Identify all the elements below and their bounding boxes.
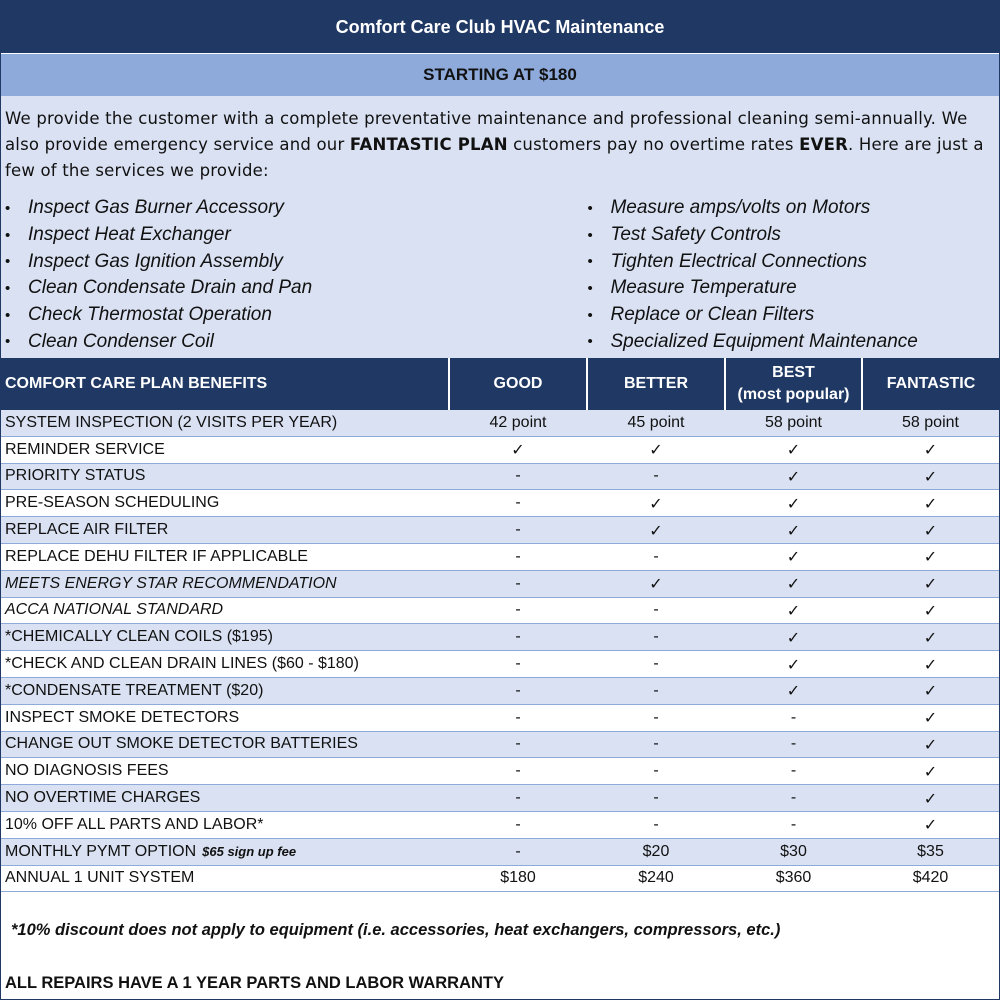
intro-text-2: customers pay no overtime rates (507, 135, 800, 154)
better-plan-cell: - (587, 543, 725, 570)
service-item-right (587, 328, 995, 355)
table-row (1, 758, 999, 785)
benefit-label: *CONDENSATE TREATMENT ($20) (5, 681, 264, 699)
good-plan-cell: - (449, 704, 587, 731)
benefit-label: MEETS ENERGY STAR RECOMMENDATION (5, 574, 337, 592)
benefit-label: 10% OFF ALL PARTS AND LABOR* (5, 815, 264, 833)
benefit-label: PRIORITY STATUS (5, 467, 146, 485)
table-row (1, 517, 999, 544)
fantastic-plan-cell: ✓ (862, 543, 999, 570)
benefit-label: ANNUAL 1 UNIT SYSTEM (5, 869, 195, 887)
service-item-left (5, 222, 587, 249)
benefit-cell (1, 758, 449, 785)
service-item-right (587, 302, 995, 329)
service-label: Measure Temperature (610, 277, 797, 299)
fantastic-plan-cell: ✓ (862, 677, 999, 704)
services-list (5, 195, 995, 355)
service-label: Test Safety Controls (610, 224, 781, 246)
better-plan-cell: - (587, 704, 725, 731)
fantastic-plan-cell: ✓ (862, 704, 999, 731)
table-row (1, 543, 999, 570)
bullet-icon: • (5, 199, 11, 217)
bullet-icon: • (5, 279, 11, 297)
benefit-cell (1, 865, 449, 892)
table-header-row (1, 358, 999, 410)
benefit-label: PRE-SEASON SCHEDULING (5, 494, 220, 512)
best-plan-cell: ✓ (725, 624, 862, 651)
good-plan-cell: - (449, 490, 587, 517)
fantastic-plan-cell: ✓ (862, 758, 999, 785)
fantastic-plan-emphasis: FANTASTIC PLAN (349, 135, 508, 154)
good-plan-cell: 42 point (449, 410, 587, 436)
good-column-header: GOOD (449, 358, 587, 410)
bullet-icon: • (5, 226, 11, 244)
better-plan-cell: ✓ (587, 490, 725, 517)
good-plan-cell: ✓ (449, 436, 587, 463)
fantastic-plan-cell: ✓ (862, 624, 999, 651)
plan-comparison-table (1, 358, 999, 892)
table-row (1, 731, 999, 758)
good-plan-cell: - (449, 517, 587, 544)
table-row (1, 865, 999, 892)
table-row (1, 624, 999, 651)
fantastic-plan-cell: $35 (862, 838, 999, 865)
good-plan-cell: - (449, 758, 587, 785)
table-row (1, 677, 999, 704)
most-popular-note: (most popular) (737, 386, 850, 403)
benefit-cell (1, 490, 449, 517)
best-plan-cell: ✓ (725, 651, 862, 678)
table-row (1, 597, 999, 624)
benefit-cell (1, 436, 449, 463)
fantastic-column-header: FANTASTIC (862, 358, 999, 410)
better-plan-cell: 45 point (587, 410, 725, 436)
best-plan-cell: ✓ (725, 517, 862, 544)
service-item-left (5, 248, 587, 275)
fantastic-plan-cell: ✓ (862, 785, 999, 812)
benefit-label: NO DIAGNOSIS FEES (5, 762, 169, 780)
better-plan-cell: ✓ (587, 570, 725, 597)
benefit-cell (1, 731, 449, 758)
benefit-label: REPLACE DEHU FILTER IF APPLICABLE (5, 547, 308, 565)
benefits-column-header: COMFORT CARE PLAN BENEFITS (1, 358, 449, 410)
benefit-cell (1, 651, 449, 678)
better-plan-cell: $20 (587, 838, 725, 865)
good-plan-cell: - (449, 570, 587, 597)
table-row (1, 651, 999, 678)
better-plan-cell: - (587, 677, 725, 704)
good-plan-cell: $180 (449, 865, 587, 892)
best-label: BEST (772, 364, 815, 381)
best-plan-cell: ✓ (725, 677, 862, 704)
table-row (1, 704, 999, 731)
fantastic-plan-cell: ✓ (862, 651, 999, 678)
best-column-header (725, 358, 862, 410)
benefit-cell (1, 463, 449, 490)
good-plan-cell: - (449, 543, 587, 570)
better-plan-cell: - (587, 785, 725, 812)
bullet-icon: • (5, 253, 11, 271)
good-plan-cell: - (449, 785, 587, 812)
service-label: Specialized Equipment Maintenance (610, 330, 918, 352)
fantastic-plan-cell: ✓ (862, 811, 999, 838)
services-column-left (5, 195, 587, 355)
sign-up-fee-note: $65 sign up fee (202, 843, 297, 859)
service-label: Measure amps/volts on Motors (610, 197, 871, 219)
benefit-cell (1, 704, 449, 731)
table-row (1, 785, 999, 812)
best-plan-cell: ✓ (725, 543, 862, 570)
bullet-icon: • (5, 333, 11, 351)
good-plan-cell: - (449, 838, 587, 865)
intro-text-1: We provide the customer with a complete preventative maintenance and professional cleaning semi-annually. We also provide emergency service and our (5, 109, 968, 154)
best-plan-cell: ✓ (725, 570, 862, 597)
best-plan-cell: $360 (725, 865, 862, 892)
bullet-icon: • (587, 253, 593, 271)
benefit-cell (1, 624, 449, 651)
service-item-right (587, 222, 995, 249)
fantastic-plan-cell: ✓ (862, 463, 999, 490)
benefit-label: ACCA NATIONAL STANDARD (5, 601, 224, 619)
benefit-cell (1, 597, 449, 624)
good-plan-cell: - (449, 463, 587, 490)
best-plan-cell: - (725, 811, 862, 838)
better-plan-cell: - (587, 731, 725, 758)
service-item-left (5, 195, 587, 222)
fantastic-plan-cell: $420 (862, 865, 999, 892)
service-label: Inspect Gas Burner Accessory (28, 197, 284, 219)
best-plan-cell: ✓ (725, 597, 862, 624)
service-item-left (5, 275, 587, 302)
best-plan-cell: - (725, 731, 862, 758)
benefit-cell (1, 410, 449, 436)
service-label: Clean Condensate Drain and Pan (28, 277, 313, 299)
table-row (1, 463, 999, 490)
intro-section (1, 96, 999, 358)
benefit-label: SYSTEM INSPECTION (2 VISITS PER YEAR) (5, 413, 338, 431)
service-item-left (5, 302, 587, 329)
best-plan-cell: - (725, 704, 862, 731)
bullet-icon: • (587, 333, 593, 351)
better-plan-cell: - (587, 463, 725, 490)
starting-price-banner: STARTING AT $180 (1, 53, 999, 96)
service-label: Inspect Heat Exchanger (28, 224, 231, 246)
benefit-label: INSPECT SMOKE DETECTORS (5, 708, 240, 726)
fantastic-plan-cell: ✓ (862, 570, 999, 597)
bullet-icon: • (5, 306, 11, 324)
good-plan-cell: - (449, 597, 587, 624)
best-plan-cell: 58 point (725, 410, 862, 436)
better-plan-cell: - (587, 758, 725, 785)
better-plan-cell: - (587, 651, 725, 678)
best-plan-cell: ✓ (725, 490, 862, 517)
service-item-right (587, 248, 995, 275)
better-plan-cell: ✓ (587, 517, 725, 544)
table-row (1, 811, 999, 838)
benefit-label: REPLACE AIR FILTER (5, 521, 169, 539)
service-item-right (587, 275, 995, 302)
discount-footnote: *10% discount does not apply to equipment (i.e. accessories, heat exchangers, compressors, etc.) (11, 921, 781, 939)
better-plan-cell: - (587, 597, 725, 624)
best-plan-cell: ✓ (725, 463, 862, 490)
table-row (1, 838, 999, 865)
benefit-label: REMINDER SERVICE (5, 440, 165, 458)
warranty-note: ALL REPAIRS HAVE A 1 YEAR PARTS AND LABOR WARRANTY (5, 974, 505, 992)
benefit-cell (1, 677, 449, 704)
bullet-icon: • (587, 226, 593, 244)
benefit-label: CHANGE OUT SMOKE DETECTOR BATTERIES (5, 735, 358, 753)
service-item-right (587, 195, 995, 222)
service-label: Tighten Electrical Connections (610, 250, 867, 272)
benefit-label: NO OVERTIME CHARGES (5, 789, 201, 807)
best-plan-cell: ✓ (725, 436, 862, 463)
fantastic-plan-cell: ✓ (862, 731, 999, 758)
good-plan-cell: - (449, 811, 587, 838)
benefit-cell (1, 543, 449, 570)
benefit-label: *CHECK AND CLEAN DRAIN LINES ($60 - $180) (5, 655, 359, 673)
benefit-cell (1, 517, 449, 544)
bullet-icon: • (587, 199, 593, 217)
benefit-label: *CHEMICALLY CLEAN COILS ($195) (5, 628, 273, 646)
fantastic-plan-cell: ✓ (862, 597, 999, 624)
good-plan-cell: - (449, 677, 587, 704)
benefit-label: MONTHLY PYMT OPTION (5, 842, 197, 860)
better-plan-cell: - (587, 624, 725, 651)
good-plan-cell: - (449, 651, 587, 678)
better-plan-cell: - (587, 811, 725, 838)
service-label: Inspect Gas Ignition Assembly (28, 250, 283, 272)
intro-text-3: . Here are just a few of the services we provide: (5, 135, 984, 180)
table-body (1, 410, 999, 892)
table-row (1, 490, 999, 517)
better-plan-cell: ✓ (587, 436, 725, 463)
benefit-cell (1, 785, 449, 812)
fantastic-plan-cell: ✓ (862, 490, 999, 517)
table-row (1, 410, 999, 436)
better-column-header: BETTER (587, 358, 725, 410)
service-item-left (5, 328, 587, 355)
best-plan-cell: $30 (725, 838, 862, 865)
table-row (1, 436, 999, 463)
fantastic-plan-cell: ✓ (862, 517, 999, 544)
intro-paragraph (5, 96, 995, 184)
best-plan-cell: - (725, 785, 862, 812)
good-plan-cell: - (449, 731, 587, 758)
page-title: Comfort Care Club HVAC Maintenance (1, 1, 999, 53)
benefit-cell (1, 570, 449, 597)
best-plan-cell: - (725, 758, 862, 785)
benefit-cell (1, 838, 449, 865)
better-plan-cell: $240 (587, 865, 725, 892)
benefit-cell (1, 811, 449, 838)
services-column-right (587, 195, 995, 355)
service-label: Check Thermostat Operation (28, 304, 272, 326)
bullet-icon: • (587, 306, 593, 324)
fantastic-plan-cell: ✓ (862, 436, 999, 463)
service-label: Replace or Clean Filters (610, 304, 815, 326)
table-row (1, 570, 999, 597)
service-label: Clean Condenser Coil (28, 330, 214, 352)
ever-emphasis: EVER (799, 135, 848, 154)
good-plan-cell: - (449, 624, 587, 651)
bullet-icon: • (587, 279, 593, 297)
fantastic-plan-cell: 58 point (862, 410, 999, 436)
